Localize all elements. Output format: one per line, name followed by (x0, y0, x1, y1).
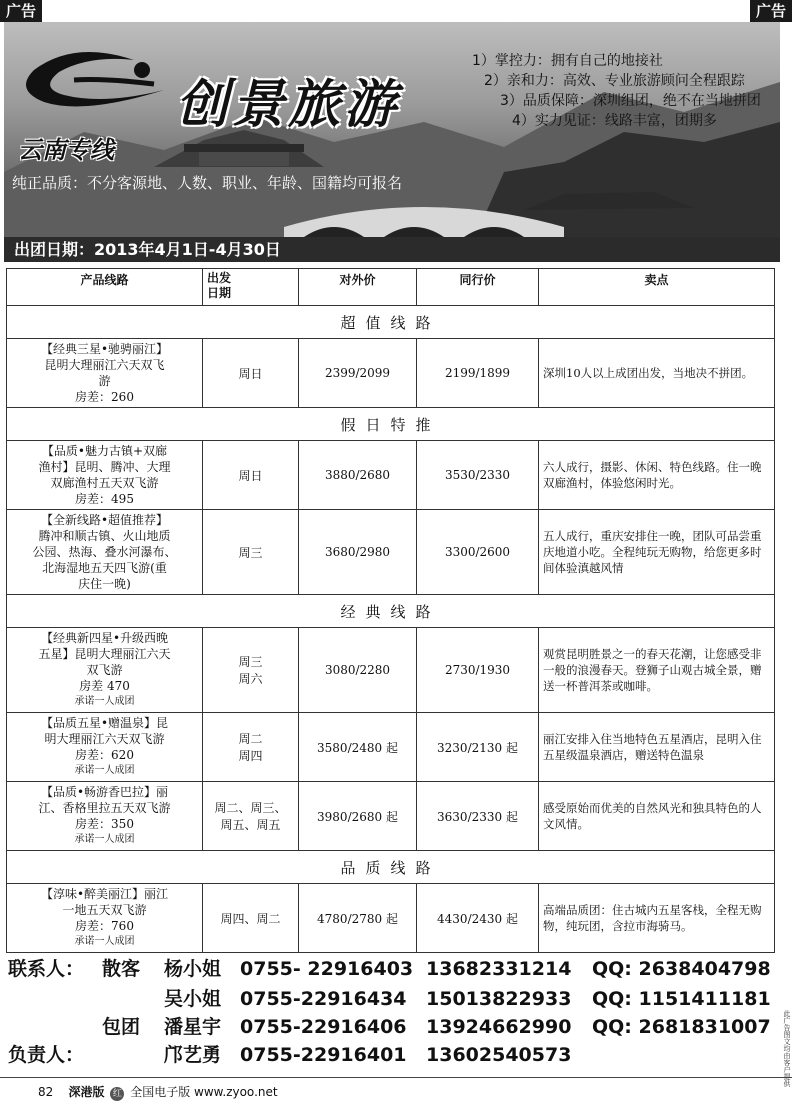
product-cell (7, 628, 203, 713)
contact-qq-2: QQ: 1151411181 (592, 988, 771, 1010)
header-public-price: 对外价 (299, 269, 417, 306)
product-name-line: 渔村】昆明、腾冲、大理 (38, 460, 171, 474)
header-trade-price: 同行价 (417, 269, 539, 306)
departure-day: 周三 (238, 545, 263, 560)
brand-name: 创景旅游 (176, 74, 401, 135)
selling-points-cell: 高端品质团：住古城内五星客栈，全程无购物，纯玩团，含拉市海骑马。 (539, 884, 775, 953)
contact-tel-1: 0755- 22916403 (240, 958, 414, 980)
product-name-line: 江、香格里拉五天双飞游 (38, 801, 171, 815)
product-name-line: 腾冲和顺古镇、火山地质 (38, 529, 171, 543)
product-name-line: 【全新线路•超值推荐】 (40, 513, 169, 527)
trade-price-cell: 3630/2330 起 (417, 782, 539, 851)
trade-price-cell: 2199/1899 (417, 339, 539, 408)
table-row (7, 628, 775, 713)
header-selling-points: 卖点 (539, 269, 775, 306)
departure-day: 周六 (238, 672, 263, 686)
departure-day: 周四 (238, 749, 263, 763)
product-name-line: 明大理丽江六天双飞游 (44, 732, 165, 746)
public-price-cell: 2399/2099 (299, 339, 417, 408)
room-difference: 房差：620 (75, 748, 134, 762)
section-row (7, 851, 775, 884)
departure-days-cell (203, 441, 299, 510)
scattered-label: 散客 (102, 958, 141, 980)
departure-days-cell (203, 628, 299, 713)
room-difference: 房差：350 (75, 817, 134, 831)
one-person-guarantee-note: 承诺一人成团 (74, 696, 135, 707)
room-difference: 房差：760 (75, 919, 134, 933)
contact-mobile-2: 15013822933 (426, 988, 572, 1010)
responsible-label: 负责人： (8, 1044, 85, 1066)
room-difference: 房差 470 (79, 679, 130, 693)
public-price-cell: 3880/2680 (299, 441, 417, 510)
footer-divider (0, 1077, 792, 1078)
departure-dates: 出团日期：2013年4月1日-4月30日 (14, 240, 281, 259)
header-product: 产品线路 (7, 269, 203, 306)
section-row (7, 408, 775, 441)
trade-price-cell: 3230/2130 起 (417, 713, 539, 782)
public-price-cell: 3080/2280 (299, 628, 417, 713)
contact-name-3: 潘星宇 (164, 1016, 222, 1038)
purity-statement: 纯正品质：不分客源地、人数、职业、年龄、国籍均可报名 (12, 174, 403, 192)
product-cell (7, 713, 203, 782)
yunnan-line-title: 云南专线 (18, 135, 114, 164)
departure-day: 周二、周三、 (214, 801, 287, 815)
trade-price-cell: 3530/2330 (417, 441, 539, 510)
banner (4, 22, 780, 262)
table-row (7, 782, 775, 851)
contact-tel-4: 0755-22916401 (240, 1044, 407, 1066)
room-difference: 房差：260 (75, 390, 134, 404)
table-row (7, 510, 775, 595)
selling-points-cell: 丽江安排入住当地特色五星酒店，昆明入住五星级温泉酒店，赠送特色温泉 (539, 713, 775, 782)
product-name-line: 公园、热海、叠水河瀑布、 (32, 545, 177, 559)
one-person-guarantee-note: 承诺一人成团 (74, 765, 135, 776)
brand-logo-icon (14, 40, 174, 130)
section-title: 品质线路 (7, 851, 775, 884)
public-price-cell: 4780/2780 起 (299, 884, 417, 953)
table-header-row (7, 269, 775, 306)
selling-points-cell: 观赏昆明胜景之一的春天花潮，让您感受非一般的浪漫春天。登狮子山观古城全景，赠送一杯普洱茶或咖啡。 (539, 628, 775, 713)
contact-qq-3: QQ: 2681831007 (592, 1016, 771, 1038)
edition-badge-icon: 红 (110, 1087, 124, 1101)
product-name-line: 五星】昆明大理丽江六天 (38, 647, 171, 661)
trade-price-cell: 3300/2600 (417, 510, 539, 595)
public-price-cell: 3580/2480 起 (299, 713, 417, 782)
contact-name-2: 吴小姐 (164, 988, 222, 1010)
departure-days-cell (203, 884, 299, 953)
routes-table (6, 268, 775, 953)
edition-label: 深港版 (68, 1085, 105, 1099)
side-disclaimer: 此广告图文均由客户提供 (783, 1010, 791, 1087)
page-number: 82 (38, 1085, 54, 1099)
one-person-guarantee-note: 承诺一人成团 (74, 936, 135, 947)
section-row (7, 306, 775, 339)
table-row (7, 884, 775, 953)
section-title: 超值线路 (7, 306, 775, 339)
feature-1: 1）掌控力：拥有自己的地接社 (472, 53, 663, 69)
product-cell (7, 884, 203, 953)
contact-tel-3: 0755-22916406 (240, 1016, 407, 1038)
trade-price-cell: 4430/2430 起 (417, 884, 539, 953)
product-name-line: 【品质五星•赠温泉】昆 (40, 716, 169, 730)
departure-days-cell (203, 713, 299, 782)
ad-label-right: 广告 (750, 0, 792, 22)
footer (38, 1083, 278, 1101)
selling-points-cell: 深圳10人以上成团出发，当地决不拼团。 (539, 339, 775, 408)
product-cell (7, 510, 203, 595)
room-difference: 房差：495 (75, 492, 134, 506)
departure-days-cell (203, 339, 299, 408)
departure-day: 周二 (238, 732, 263, 746)
product-name-line: 【品质•畅游香巴拉】丽 (40, 785, 169, 799)
product-name-line: 北海湿地五天四飞游(重 (42, 561, 167, 575)
departure-day: 周日 (238, 366, 263, 381)
selling-points-cell: 感受原始而优美的自然风光和独具特色的人文风情。 (539, 782, 775, 851)
feature-3: 3）品质保障：深圳组团，绝不在当地拼团 (500, 93, 761, 109)
table-row (7, 441, 775, 510)
departure-day: 周五、周五 (220, 818, 281, 832)
contact-name-1: 杨小姐 (164, 958, 222, 980)
header-departure-line2: 日期 (207, 286, 232, 300)
contact-qq-1: QQ: 2638404798 (592, 958, 771, 980)
product-name-line: 游 (98, 374, 111, 388)
product-name-line: 双飞游 (86, 663, 123, 677)
departure-day: 周四、周二 (220, 911, 281, 926)
trade-price-cell: 2730/1930 (417, 628, 539, 713)
product-name-line: 双廊渔村五天双飞游 (50, 476, 159, 490)
public-price-cell: 3680/2980 (299, 510, 417, 595)
selling-points-cell: 五人成行，重庆安排住一晚，团队可品尝重庆地道小吃。全程纯玩无购物，给您更多时间体验滇越风情 (539, 510, 775, 595)
contact-label: 联系人： (8, 958, 85, 980)
product-name-line: 【品质•魅力古镇+双廊 (41, 444, 168, 458)
table-row (7, 339, 775, 408)
header-departure (203, 269, 299, 306)
product-name-line: 【经典新四星•升级西晚 (40, 631, 169, 645)
public-price-cell: 3980/2680 起 (299, 782, 417, 851)
feature-4: 4）实力见证：线路丰富，团期多 (512, 113, 717, 129)
product-name-line: 一地五天双飞游 (62, 903, 147, 917)
routes-body (7, 306, 775, 953)
table-row (7, 713, 775, 782)
section-row (7, 595, 775, 628)
product-name-line: 【经典三星•驰骋丽江】 (40, 342, 169, 356)
departure-days-cell (203, 782, 299, 851)
product-name-line: 【淳味•醉美丽江】丽江 (40, 887, 169, 901)
departure-day: 周日 (238, 468, 263, 483)
section-title: 经典线路 (7, 595, 775, 628)
product-cell (7, 339, 203, 408)
contact-mobile-3: 13924662990 (426, 1016, 572, 1038)
group-label: 包团 (102, 1016, 141, 1038)
product-name-line: 庆住一晚) (78, 577, 131, 591)
digital-edition-link[interactable]: 全国电子版 www.zyoo.net (130, 1085, 278, 1099)
ad-label-left: 广告 (0, 0, 42, 22)
feature-2: 2）亲和力：高效、专业旅游顾问全程跟踪 (484, 73, 745, 89)
contact-mobile-4: 13602540573 (426, 1044, 572, 1066)
contact-name-4: 邝艺勇 (164, 1044, 222, 1066)
product-cell (7, 441, 203, 510)
departure-day: 周三 (238, 655, 263, 669)
product-cell (7, 782, 203, 851)
one-person-guarantee-note: 承诺一人成团 (74, 834, 135, 845)
contact-tel-2: 0755-22916434 (240, 988, 407, 1010)
contact-mobile-1: 13682331214 (426, 958, 572, 980)
section-title: 假日特推 (7, 408, 775, 441)
departure-days-cell (203, 510, 299, 595)
header-departure-line1: 出发 (207, 271, 232, 285)
product-name-line: 昆明大理丽江六天双飞 (44, 358, 165, 372)
selling-points-cell: 六人成行，摄影、休闲、特色线路。住一晚双廊渔村，体验悠闲时光。 (539, 441, 775, 510)
